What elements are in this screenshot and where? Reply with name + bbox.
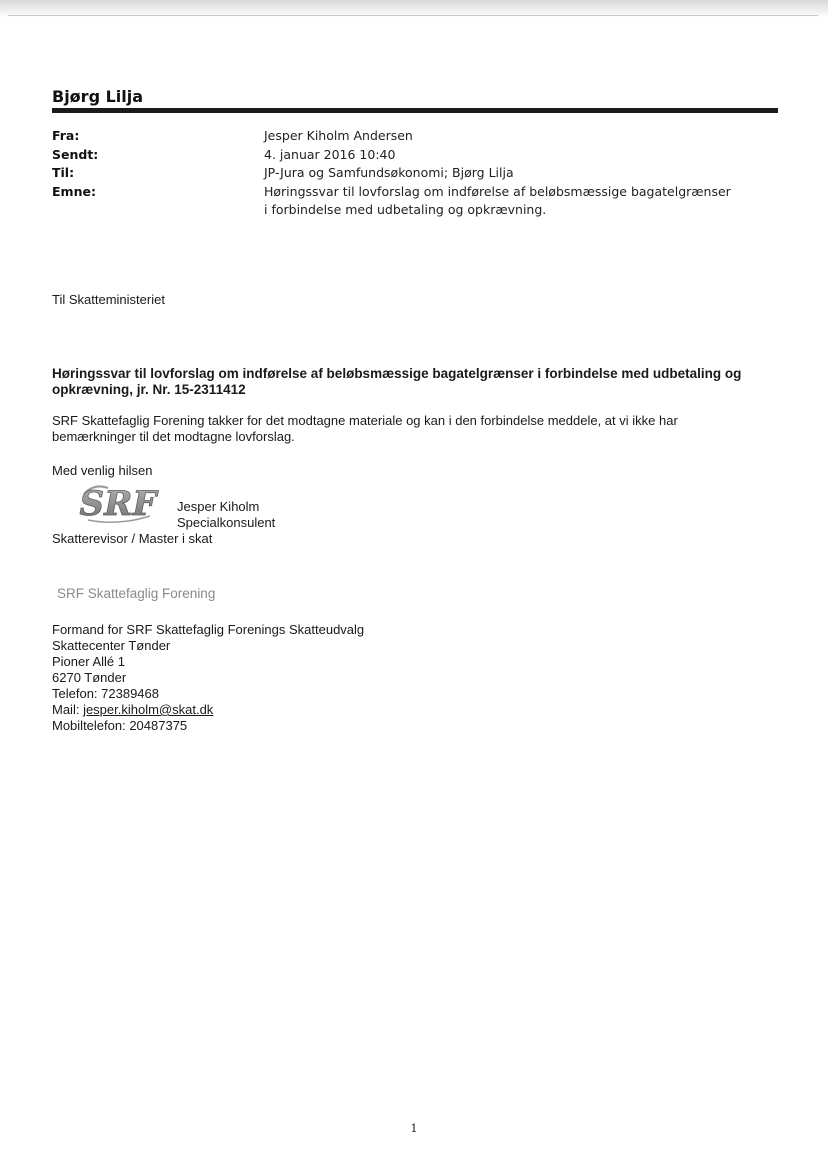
salutation: Til Skatteministeriet	[52, 292, 165, 307]
mailbox-owner-name: Bjørg Lilja	[52, 87, 144, 106]
sent-label: Sendt:	[52, 146, 99, 162]
email-link[interactable]: jesper.kiholm@skat.dk	[83, 702, 214, 717]
contact-mail	[52, 702, 364, 718]
contact-mobile: Mobiltelefon: 20487375	[52, 718, 188, 733]
signature-name: Jesper Kiholm	[177, 499, 260, 514]
letter-body: SRF Skattefaglig Forening takker for det modtagne materiale og kan i den forbindelse meddele, at vi ikke har bemærkninger til det modtagne lovforslag.	[52, 413, 678, 444]
mail-label: Mail:	[52, 702, 84, 717]
signature-title: Specialkonsulent	[177, 515, 276, 530]
to-row	[52, 164, 772, 183]
sent-value: 4. januar 2016 10:40	[264, 146, 396, 162]
contact-line: Skattecenter Tønder	[52, 638, 171, 653]
header-divider	[52, 108, 778, 113]
from-value: Jesper Kiholm Andersen	[264, 128, 413, 143]
organization-name: SRF Skattefaglig Forening	[57, 586, 216, 601]
subject-value: Høringssvar til lovforslag om indførelse af beløbsmæssige bagatelgrænser i forbindelse med udbetaling og opkrævning.	[264, 183, 731, 217]
contact-line: Formand for SRF Skattefaglig Forenings Skatteudvalg	[52, 622, 365, 637]
contact-block	[52, 622, 364, 734]
signature-block	[177, 499, 275, 531]
contact-line: Pioner Allé 1	[52, 654, 125, 669]
from-label: Fra:	[52, 128, 80, 143]
srf-logo-icon	[78, 480, 160, 524]
letter-subject: Høringssvar til lovforslag om indførelse af beløbsmæssige bagatelgrænser i forbindelse med udbetaling og opkrævning, jr. Nr. 15-2311412	[52, 366, 742, 397]
to-value: JP-Jura og Samfundsøkonomi; Bjørg Lilja	[264, 165, 514, 180]
svg-text:SRF: SRF	[79, 484, 157, 524]
contact-phone: Telefon: 72389468	[52, 686, 159, 701]
sent-row	[52, 146, 772, 165]
page-number: 1	[410, 1122, 418, 1135]
subject-row	[52, 183, 772, 220]
from-row	[52, 127, 772, 146]
closing-greeting: Med venlig hilsen	[52, 463, 153, 478]
subject-label: Emne:	[52, 183, 96, 199]
email-header	[52, 127, 772, 220]
signature-role: Skatterevisor / Master i skat	[52, 531, 213, 546]
contact-line: 6270 Tønder	[52, 670, 127, 685]
to-label: Til:	[52, 165, 75, 180]
scan-edge-line	[8, 15, 818, 16]
